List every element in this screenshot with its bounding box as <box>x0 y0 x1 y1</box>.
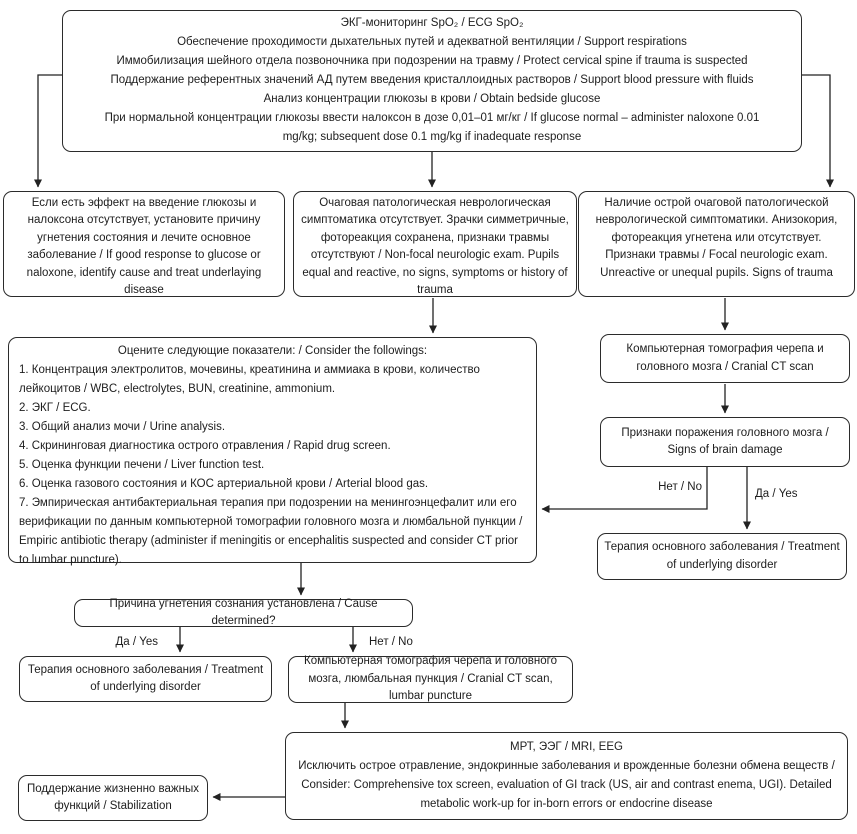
cause-no-label: Нет / No <box>369 636 413 648</box>
cranial-ct-box: Компьютерная томография черепа и головного мозга / Cranial CT scan <box>600 334 850 383</box>
consider-item: 7. Эмпирическая антибактериальная терапия при подозрении на менингоэнцефалит или его верификации по данным компьютерной томографии головного мозга и люмбальной пункции / Empiric antibiotic therapy (administer if meningitis or encephalitis suspected and consider CT prior to lumbar puncture). <box>19 497 523 566</box>
initial-line: При нормальной концентрации глюкозы ввести налоксон в дозе 0,01–01 мг/кг / If glucose normal – administer naloxone 0.01 mg/kg; subsequent dose 0.1 mg/kg if inadequate response <box>104 112 760 143</box>
initial-line: Иммобилизация шейного отдела позвоночника при подозрении на травму / Protect cervical spine if trauma is suspected <box>116 55 748 67</box>
signs-brain-damage-box: Признаки поражения головного мозга / Signs of brain damage <box>600 417 850 467</box>
consider-box <box>8 337 537 566</box>
nonfocal-exam-box: Очаговая патологическая неврологическая симптоматика отсутствует. Зрачки симметричные, фотореакция сохранена, признаки травмы отсутствуют / Non-focal neurologic exam. Pupils equal and reactive, no signs, symptoms or history of trauma <box>293 191 577 297</box>
consider-item: 2. ЭКГ / ECG. <box>19 402 91 414</box>
signs-yes-label: Да / Yes <box>755 488 798 500</box>
treatment-right-box: Терапия основного заболевания / Treatment of underlying disorder <box>597 533 847 580</box>
consider-item: 5. Оценка функции печени / Liver function test. <box>19 459 265 471</box>
consider-item: 1. Концентрация электролитов, мочевины, креатинина и аммиака в крови, количество лейкоцитов / WBC, electrolytes, BUN, creatinine, ammonium. <box>19 364 480 395</box>
signs-no-label: Нет / No <box>658 481 702 493</box>
consider-item: 4. Скрининговая диагностика острого отравления / Rapid drug screen. <box>19 440 391 452</box>
initial-line: Анализ концентрации глюкозы в крови / Obtain bedside glucose <box>263 93 601 105</box>
cause-yes-label: Да / Yes <box>115 636 158 648</box>
mri-eeg-box <box>285 732 848 820</box>
mri-eeg-text: Исключить острое отравление, эндокринные заболевания и врожденные болезни обмена веществ / Consider: Comprehensive tox screen, evaluation of GI track (US, air and contrast enema, UGI). Detailed metabolic work-up for in-born errors or endocrine disease <box>298 760 835 810</box>
consider-item: 6. Оценка газового состояния и КОС артериальной крови / Arterial blood gas. <box>19 478 429 490</box>
initial-management-box <box>62 10 802 152</box>
treatment-left-box: Терапия основного заболевания / Treatment of underlying disorder <box>19 656 272 702</box>
consider-title: Оцените следующие показатели: / Consider the followings: <box>117 345 428 357</box>
ct-lumbar-box: Компьютерная томография черепа и головного мозга, люмбальная пункция / Cranial CT scan, lumbar puncture <box>288 656 573 703</box>
cause-determined-box: Причина угнетения сознания установлена / Cause determined? <box>74 599 413 627</box>
connector-initial-to-good-response <box>38 75 62 187</box>
mri-eeg-title: МРТ, ЭЭГ / MRI, EEG <box>510 741 623 753</box>
connector-initial-to-focal <box>802 75 830 187</box>
initial-line: ЭКГ-мониторинг SpO₂ / ECG SpO₂ <box>340 17 524 29</box>
initial-line: Обеспечение проходимости дыхательных путей и адекватной вентиляции / Support respirations <box>177 36 687 48</box>
good-response-box: Если есть эффект на введение глюкозы и налоксона отсутствует, установите причину угнетения состояния и лечите основное заболевание / If good response to glucose or naloxone, identify cause and treat underlaying disease <box>3 191 285 297</box>
stabilization-box: Поддержание жизненно важных функций / Stabilization <box>18 775 208 821</box>
focal-exam-box: Наличие острой очаговой патологической неврологической симптоматики. Анизокория, фотореакция угнетена или отсутствует. Признаки травмы / Focal neurologic exam. Unreactive or unequal pupils. Signs of trauma <box>578 191 855 297</box>
initial-line: Поддержание референтных значений АД путем введения кристаллоидных растворов / Support blood pressure with fluids <box>110 74 754 86</box>
consider-item: 3. Общий анализ мочи / Urine analysis. <box>19 421 226 433</box>
